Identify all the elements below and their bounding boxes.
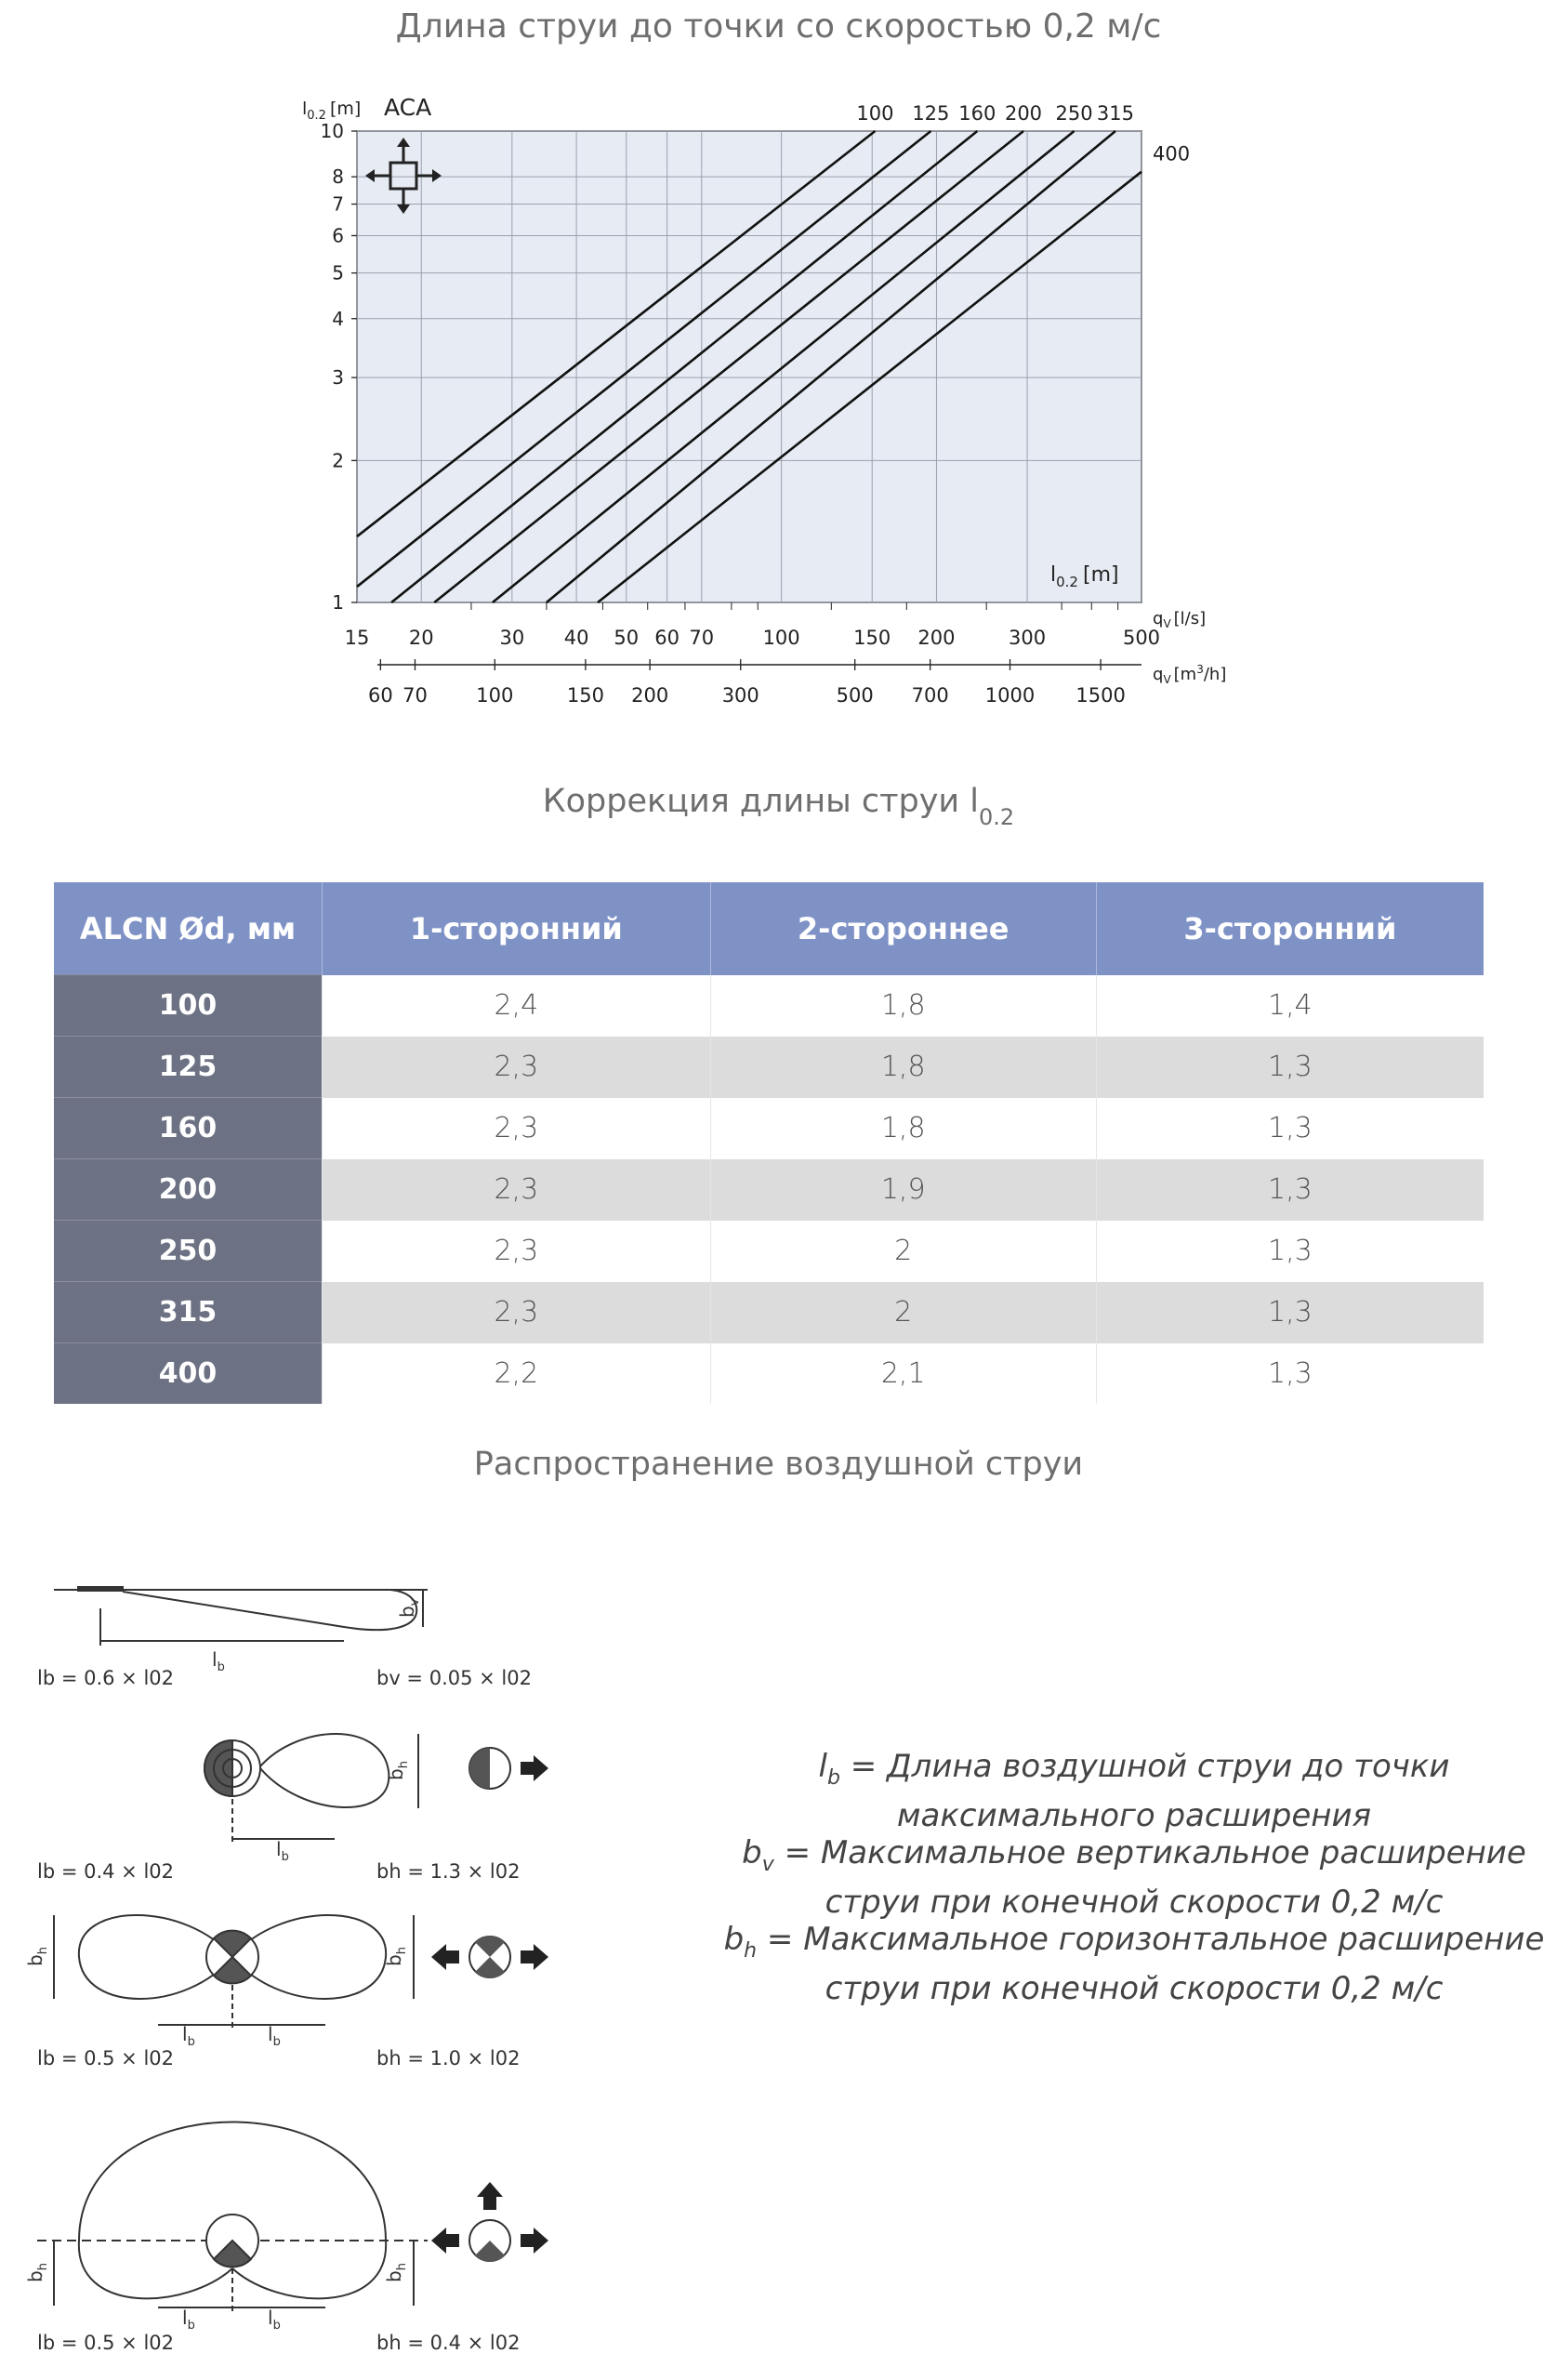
x-tick-label: 30: [499, 627, 525, 649]
legend-line-3: $b_v$ = Максимальное вертикальное расширение: [742, 1834, 1526, 1876]
formula-lb-1: lb = 0.6 × l02: [37, 1667, 175, 1689]
y-tick-label: 5: [332, 261, 344, 284]
plot-area: [357, 131, 1141, 602]
lb-marker: $l_b$: [182, 2023, 195, 2049]
formula-bh-2: bh = 1.3 × l02: [376, 1860, 521, 1883]
formula-lb-2: lb = 0.4 × l02: [37, 1860, 175, 1883]
jet-diagram-one-way-side: [54, 1587, 428, 1646]
series-label-250: 250: [1055, 102, 1093, 125]
jet-diagram-two-way: [54, 1915, 414, 2031]
table-row: [54, 1037, 1484, 1098]
series-label-200: 200: [1004, 102, 1043, 125]
one-way-direction-icon: [469, 1748, 548, 1789]
x-tick-label: 300: [1009, 627, 1047, 649]
header-diameter: ALCN Ød, мм: [54, 882, 323, 975]
legend-line-5: $b_h$ = Максимальное горизонтальное расширение: [723, 1921, 1545, 1963]
cell-two-way: 1,8: [710, 1037, 1096, 1098]
table-title: Коррекция длины струи $l_{0.2}$: [542, 783, 1015, 830]
row-diameter: 315: [54, 1282, 323, 1343]
x2-axis-label: $q_V$ $[m^3/h]$: [1153, 663, 1227, 686]
two-way-direction-icon: [431, 1936, 548, 1978]
formula-bh-3: bh = 1.0 × l02: [376, 2047, 521, 2069]
bh-marker: $b_h$: [383, 1947, 409, 1966]
y-tick-label: 6: [332, 224, 344, 247]
row-diameter: 100: [54, 975, 323, 1037]
header-one-way: 1-сторонний: [323, 882, 711, 975]
cell-one-way: 2,3: [323, 1098, 711, 1159]
table-row: [54, 1159, 1484, 1221]
cell-one-way: 2,3: [323, 1159, 711, 1221]
series-label-125: 125: [912, 102, 950, 125]
bv-marker: $b_v$: [396, 1598, 422, 1618]
x2-tick-label: 150: [566, 684, 604, 707]
x-tick-label: 15: [344, 627, 370, 649]
table-header-row: [54, 882, 1484, 975]
cell-one-way: 2,3: [323, 1221, 711, 1282]
cell-two-way: 2: [710, 1221, 1096, 1282]
y-tick-label: 10: [320, 120, 344, 142]
row-diameter: 200: [54, 1159, 323, 1221]
row-diameter: 125: [54, 1037, 323, 1098]
y-tick-label: 8: [332, 165, 344, 189]
y-tick-label: 4: [332, 307, 344, 330]
cell-three-way: 1,3: [1096, 1282, 1484, 1343]
x-tick-label: 200: [917, 627, 956, 649]
table-row: [54, 975, 1484, 1037]
y-tick-label: 2: [332, 449, 344, 472]
x2-tick-label: 70: [402, 684, 428, 707]
x2-tick-label: 500: [836, 684, 874, 707]
x2-tick-label: 60: [367, 684, 393, 707]
bh-marker: $b_h$: [385, 1761, 411, 1780]
series-label-160: 160: [958, 102, 996, 125]
cell-one-way: 2,2: [323, 1343, 711, 1405]
y-tick-label: 1: [332, 591, 344, 614]
lb-marker: $l_b$: [212, 1648, 225, 1674]
cell-one-way: 2,4: [323, 975, 711, 1037]
formula-bh-4: bh = 0.4 × l02: [376, 2332, 521, 2354]
y-axis-label: $l_{0.2}$ [m]: [302, 99, 362, 123]
header-two-way: 2-стороннее: [710, 882, 1096, 975]
cell-one-way: 2,3: [323, 1037, 711, 1098]
lb-marker: $l_b$: [268, 2023, 281, 2049]
cell-three-way: 1,3: [1096, 1159, 1484, 1221]
legend-text: [706, 1748, 1557, 2007]
table-row: [54, 1343, 1484, 1405]
x2-tick-label: 700: [911, 684, 949, 707]
table-row: [54, 1282, 1484, 1343]
bh-marker: $b_h$: [24, 1947, 50, 1966]
row-diameter: 400: [54, 1343, 323, 1405]
cell-two-way: 1,8: [710, 1098, 1096, 1159]
row-diameter: 250: [54, 1221, 323, 1282]
x-tick-label: 60: [654, 627, 680, 649]
series-label-400: 400: [1153, 142, 1191, 165]
x-tick-label: 70: [689, 627, 715, 649]
cell-three-way: 1,3: [1096, 1098, 1484, 1159]
x2-tick-label: 200: [631, 684, 669, 707]
formula-lb-4: lb = 0.5 × l02: [37, 2332, 175, 2354]
table-row: [54, 1221, 1484, 1282]
cell-two-way: 1,9: [710, 1159, 1096, 1221]
x2-tick-label: 100: [476, 684, 514, 707]
model-label: ACA: [384, 94, 432, 121]
jet-spread-diagrams: [0, 1534, 595, 2380]
y-tick-label: 3: [332, 366, 344, 390]
legend-line-1: $l_b$ = Длина воздушной струи до точки: [818, 1748, 1450, 1790]
correction-table: [54, 882, 1484, 1404]
y-tick-label: 7: [332, 192, 344, 216]
bh-marker: $b_h$: [383, 2263, 409, 2282]
cell-three-way: 1,4: [1096, 975, 1484, 1037]
x-tick-label: 150: [853, 627, 891, 649]
series-label-100: 100: [856, 102, 894, 125]
formula-bv-1: bv = 0.05 × l02: [376, 1667, 532, 1689]
x-tick-label: 20: [408, 627, 434, 649]
x-tick-label: 50: [614, 627, 640, 649]
jet-diagram-three-way: [37, 2122, 428, 2316]
x-axis-label: $q_V$ [l/s]: [1153, 609, 1207, 630]
cell-one-way: 2,3: [323, 1282, 711, 1343]
x2-tick-label: 300: [721, 684, 759, 707]
cell-two-way: 2: [710, 1282, 1096, 1343]
bh-marker: $b_h$: [24, 2263, 50, 2282]
chart-title: Длина струи до точки со скоростью 0,2 м/с: [395, 7, 1162, 46]
lb-marker: $l_b$: [276, 1838, 289, 1864]
three-way-direction-icon: [431, 2182, 548, 2262]
inner-axis-label: $l_{0.2}$ [m]: [1050, 563, 1119, 590]
x2-tick-label: 1500: [1075, 684, 1126, 707]
x-tick-label: 40: [563, 627, 589, 649]
jet-length-chart: [279, 88, 1264, 721]
cell-three-way: 1,3: [1096, 1221, 1484, 1282]
row-diameter: 160: [54, 1098, 323, 1159]
lb-marker: $l_b$: [182, 2307, 195, 2333]
formula-lb-3: lb = 0.5 × l02: [37, 2047, 175, 2069]
legend-line-4: струи при конечной скорости 0,2 м/с: [825, 1884, 1444, 1921]
x-tick-label: 100: [762, 627, 800, 649]
x-tick-label: 500: [1122, 627, 1161, 649]
jet-diagram-one-way-plan: [205, 1734, 418, 1845]
series-label-315: 315: [1096, 102, 1134, 125]
x2-tick-label: 1000: [984, 684, 1036, 707]
cell-two-way: 2,1: [710, 1343, 1096, 1405]
header-three-way: 3-сторонний: [1096, 882, 1484, 975]
cell-three-way: 1,3: [1096, 1037, 1484, 1098]
legend-line-6: струи при конечной скорости 0,2 м/с: [825, 1970, 1444, 2007]
jet-section-title: Распространение воздушной струи: [473, 1446, 1084, 1483]
legend-line-2: максимального расширения: [896, 1797, 1372, 1834]
lb-marker: $l_b$: [268, 2307, 281, 2333]
table-row: [54, 1098, 1484, 1159]
cell-two-way: 1,8: [710, 975, 1096, 1037]
cell-three-way: 1,3: [1096, 1343, 1484, 1405]
